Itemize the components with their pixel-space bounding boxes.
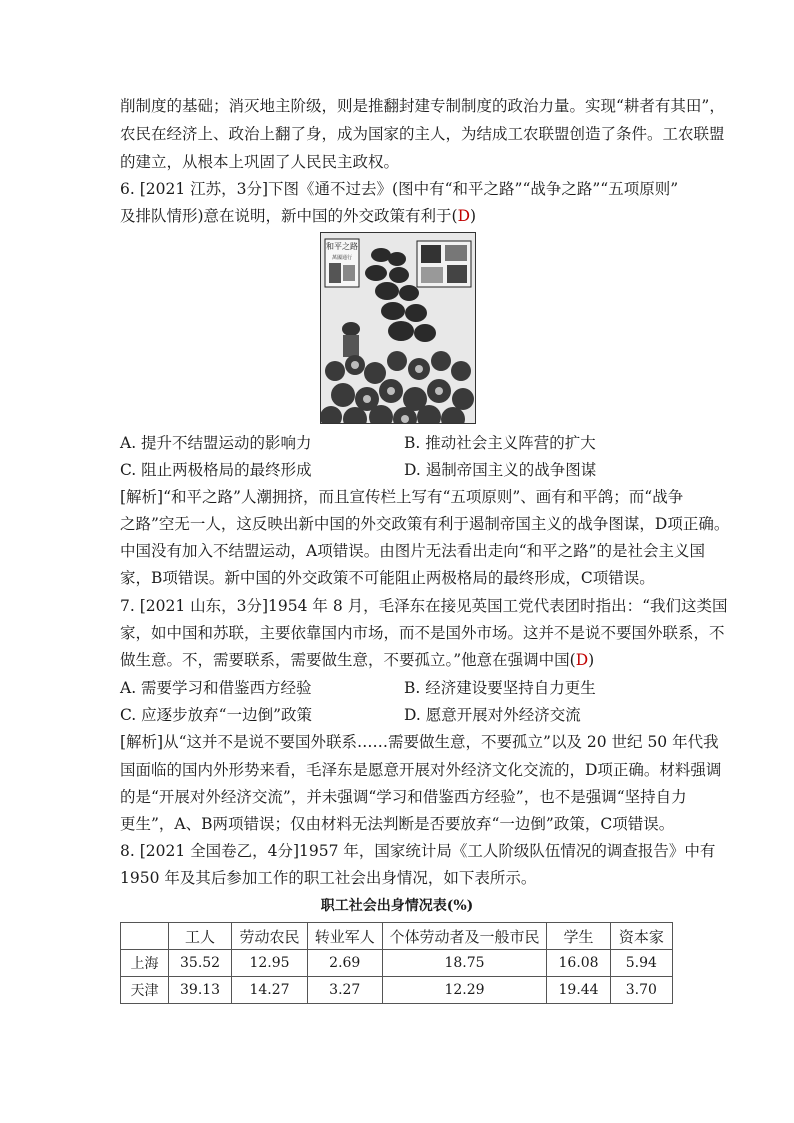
table-cell: 12.29 [382,977,547,1004]
intro-line-1: 削制度的基础；消灭地主阶级，则是推翻封建专制制度的政治力量。实现“耕者有其田”， [120,97,725,115]
table-row [121,977,673,1004]
table-row [121,950,673,977]
q7-analysis-line-4: 更生”，A、B两项错误；仅由材料无法判断是否要放弃“一边倒”政策，C项错误。 [120,815,675,833]
q6-option-a: A. 提升不结盟运动的影响力 [120,434,312,452]
q7-stem-line-3 [120,649,594,671]
header-cell: 资本家 [610,923,672,950]
q7-option-d: D. 愿意开展对外经济交流 [404,706,581,724]
row-label-cell: 天津 [121,977,169,1004]
header-cell: 劳动农民 [232,923,308,950]
q7-analysis-line-3: 的是“开展对外经济交流”，并未强调“学习和借鉴西方经验”，也不是强调“坚持自力 [120,788,687,806]
q7-stem-text: 做生意。不，需要联系，需要做生意，不要孤立。”他意在强调中国( [120,651,576,669]
header-cell: 学生 [547,923,610,950]
q6-option-b: B. 推动社会主义阵营的扩大 [404,434,596,452]
cartoon-sign-subtext: 萬國通行 [331,255,353,261]
q8-stem-line-2: 1950 年及其后参加工作的职工社会出身情况，如下表所示。 [120,869,537,887]
q7-option-c: C. 应逐步放弃“一边倒”政策 [120,706,313,724]
q7-paren-close: ) [588,651,595,669]
table-cell: 3.27 [307,977,382,1004]
q7-stem-line-1: 7. [2021 山东，3分]1954 年 8 月，毛泽东在接见英国工党代表团时指出：“我们这类国 [120,597,728,615]
q7-option-a: A. 需要学习和借鉴西方经验 [120,679,312,697]
q7-option-b: B. 经济建设要坚持自力更生 [404,679,596,697]
table-cell: 3.70 [610,977,672,1004]
q6-analysis-line-4: 家，B项错误。新中国的外交政策不可能阻止两极格局的最终形成，C项错误。 [120,569,655,587]
q6-stem-line-2 [120,205,476,227]
q7-answer: D [575,651,589,669]
table-cell: 16.08 [547,950,610,977]
intro-line-3: 的建立，从根本上巩固了人民民主政权。 [120,153,400,171]
cartoon-image [320,232,476,424]
table-cell: 35.52 [168,950,231,977]
q6-option-d: D. 遏制帝国主义的战争图谋 [404,461,597,479]
q6-answer: D [457,207,471,225]
header-cell: 转业军人 [307,923,382,950]
q8-stem-line-1: 8. [2021 全国卷乙，4分]1957 年，国家统计局《工人阶级队伍情况的调查报告》中有 [120,842,716,860]
header-cell: 工人 [168,923,231,950]
q6-analysis-line-3: 中国没有加入不结盟运动，A项错误。由图片无法看出走向“和平之路”的是社会主义国 [120,542,706,560]
table-cell: 19.44 [547,977,610,1004]
q7-analysis-line-2: 国面临的国内外形势来看，毛泽东是愿意开展对外经济文化交流的，D项正确。材料强调 [120,761,722,779]
table-cell: 18.75 [382,950,547,977]
q6-option-c: C. 阻止两极格局的最终形成 [120,461,312,479]
intro-line-2: 农民在经济上、政治上翻了身，成为国家的主人，为结成工农联盟创造了条件。工农联盟 [120,125,725,143]
table-cell: 39.13 [168,977,231,1004]
cartoon-sign-text: 和平之路 [326,242,358,251]
q6-analysis-line-1: [解析]“和平之路”人潮拥挤，而且宣传栏上写有“五项原则”、画有和平鸽；而“战争 [120,488,684,506]
q7-analysis-line-1: [解析]从“这并不是说不要国外联系……需要做生意，不要孤立”以及 20 世纪 50 年代我 [120,733,719,751]
q6-paren-close: ) [470,207,477,225]
q6-stem-line-1: 6. [2021 江苏，3分]下图《通不过去》(图中有“和平之路”“战争之路”“五项原则” [120,180,679,198]
q7-stem-line-2: 家，如中国和苏联，主要依靠国内市场，而不是国外市场。这并不是说不要国外联系，不 [120,624,725,642]
origin-table [120,922,673,1004]
table-header-row [121,923,673,950]
cartoon-drawing [321,233,475,423]
header-cell: 个体劳动者及一般市民 [382,923,547,950]
header-cell [121,923,169,950]
table-cell: 12.95 [232,950,308,977]
table-cell: 2.69 [307,950,382,977]
table-cell: 5.94 [610,950,672,977]
table-title: 职工社会出身情况表(%) [320,898,474,914]
row-label-cell: 上海 [121,950,169,977]
q6-stem-text: 及排队情形)意在说明，新中国的外交政策有利于( [120,207,458,225]
table-cell: 14.27 [232,977,308,1004]
q6-analysis-line-2: 之路”空无一人，这反映出新中国的外交政策有利于遏制帝国主义的战争图谋，D项正确。 [120,515,730,533]
